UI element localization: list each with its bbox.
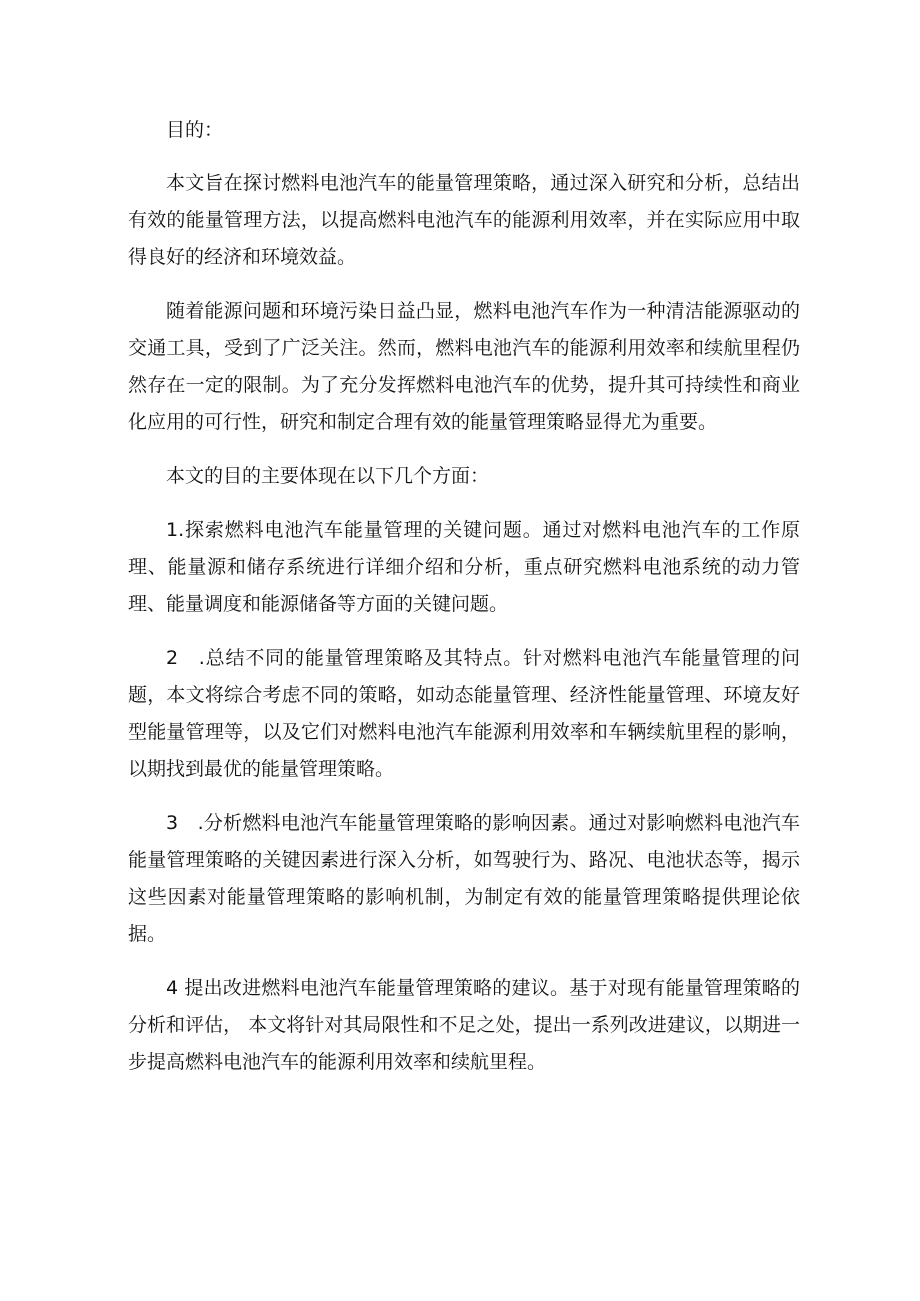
paragraph-background: 随着能源问题和环境污染日益凸显，燃料电池汽车作为一种清洁能源驱动的交通工具，受到了广泛关注。然而，燃料电池汽车的能源利用效率和续航里程仍然存在一定的限制。为了充分发挥燃料电池汽车的优势，提升其可持续性和商业化应用的可行性，研究和制定合理有效的能量管理策略显得尤为重要。 [128,300,800,433]
section-heading: 目的： [166,119,224,141]
list-item-4: 4 提出改进燃料电池汽车能量管理策略的建议。基于对现有能量管理策略的分析和评估， 本文将针对其局限性和不足之处，提出一系列改进建议，以期进一步提高燃料电池汽车的能源利用效率和续航里程。 [128,977,800,1073]
list-item-1: 1.探索燃料电池汽车能量管理的关键问题。通过对燃料电池汽车的工作原理、能量源和储存系统进行详细介绍和分析，重点研究燃料电池系统的动力管理、能量调度和能源储备等方面的关键问题。 [128,519,800,615]
list-item-2: 2 .总结不同的能量管理策略及其特点。针对燃料电池汽车能量管理的问题，本文将综合考虑不同的策略，如动态能量管理、经济性能量管理、环境友好型能量管理等，以及它们对燃料电池汽车能源利用效率和车辆续航里程的影响，以期找到最优的能量管理策略。 [128,647,800,780]
paragraph-aims-intro: 本文的目的主要体现在以下几个方面： [166,465,490,487]
list-item-3: 3 .分析燃料电池汽车能量管理策略的影响因素。通过对影响燃料电池汽车能量管理策略的关键因素进行深入分析，如驾驶行为、路况、电池状态等，揭示这些因素对能量管理策略的影响机制，为制定有效的能量管理策略提供理论依据。 [128,812,800,945]
paragraph-purpose: 本文旨在探讨燃料电池汽车的能量管理策略，通过深入研究和分析，总结出有效的能量管理方法，以提高燃料电池汽车的能源利用效率，并在实际应用中取得良好的经济和环境效益。 [128,172,800,268]
document-body [128,112,800,1098]
